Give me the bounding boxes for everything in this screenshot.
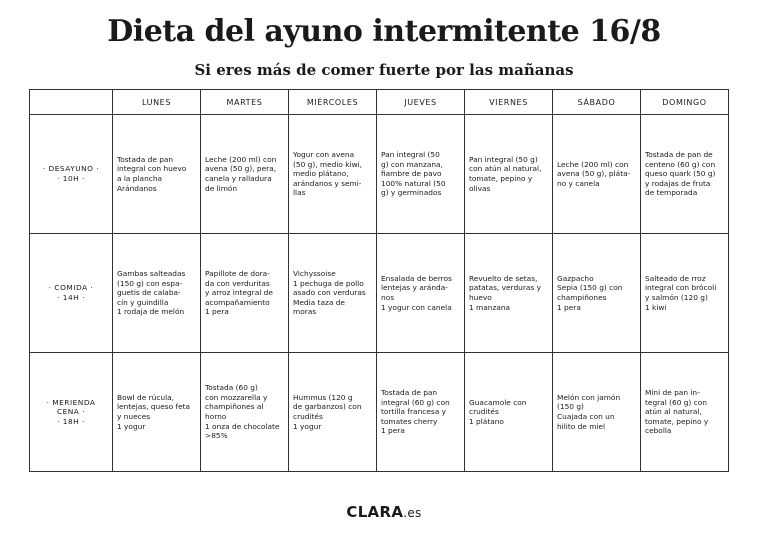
day-header: SÁBADO [553,90,641,115]
meal-cell: Bowl de rúcula, lentejas, queso feta y nueces 1 yogur [113,353,201,472]
meal-cell: Guacamole con crudités 1 plátano [465,353,553,472]
meal-cell: Tostada (60 g) con mozzarella y champiñones al horno 1 onza de chocolate >85% [201,353,289,472]
logo-main-text: CLARA [346,503,404,521]
logo-suffix-text: .es [403,506,422,520]
meal-label: · MERIENDA CENA · · 18H · [30,353,113,472]
meal-plan-table [29,89,729,472]
day-header: MIÉRCOLES [289,90,377,115]
meal-cell: Revuelto de setas, patatas, verduras y huevo 1 manzana [465,234,553,353]
meal-cell: Pan integral (50 g) con atún al natural, tomate, pepino y olivas [465,115,553,234]
meal-label: · DESAYUNO · · 10H · [30,115,113,234]
day-header: LUNES [113,90,201,115]
meal-cell: Pan integral (50 g) con manzana, fiambre de pavo 100% natural (50 g) y germinados [377,115,465,234]
meal-cell: Ensalada de berros lentejas y aránda- nos 1 yogur con canela [377,234,465,353]
meal-cell: Melón con jamón (150 g) Cuajada con un hilito de miel [553,353,641,472]
table-row [30,115,729,234]
day-header: DOMINGO [641,90,729,115]
meal-cell: Tostada de pan integral (60 g) con tortilla francesa y tomates cherry 1 pera [377,353,465,472]
day-header: VIERNES [465,90,553,115]
table-header-row [30,90,729,115]
header-corner-cell [30,90,113,115]
day-header: JUEVES [377,90,465,115]
meal-cell: Yogur con avena (50 g), medio kiwi, medio plátano, arándanos y semi- llas [289,115,377,234]
clara-logo [0,503,768,521]
meal-cell: Papillote de dora- da con verduritas y arroz integral de acompañamiento 1 pera [201,234,289,353]
table-row [30,234,729,353]
meal-cell: Tostada de pan integral con huevo a la plancha Arándanos [113,115,201,234]
meal-cell: Hummus (120 g de garbanzos) con crudités 1 yogur [289,353,377,472]
table-row [30,353,729,472]
day-header: MARTES [201,90,289,115]
meal-cell: Salteado de rroz integral con brócoli y salmón (120 g) 1 kiwi [641,234,729,353]
meal-cell: Tostada de pan de centeno (60 g) con queso quark (50 g) y rodajas de fruta de temporada [641,115,729,234]
meal-cell: Leche (200 ml) con avena (50 g), pera, canela y ralladura de limón [201,115,289,234]
meal-cell: Mini de pan in- tegral (60 g) con atún al natural, tomate, pepino y cebolla [641,353,729,472]
page-title: Dieta del ayuno intermitente 16/8 [107,14,661,49]
meal-label: · COMIDA · · 14H · [30,234,113,353]
page-subtitle: Si eres más de comer fuerte por las mañanas [194,61,574,79]
meal-cell: Gazpacho Sepia (150 g) con champiñones 1 pera [553,234,641,353]
meal-cell: Vichyssoise 1 pechuga de pollo asado con verduras Media taza de moras [289,234,377,353]
meal-cell: Leche (200 ml) con avena (50 g), pláta- no y canela [553,115,641,234]
meal-cell: Gambas salteadas (150 g) con espa- guetis de calaba- cín y guindilla 1 rodaja de melón [113,234,201,353]
